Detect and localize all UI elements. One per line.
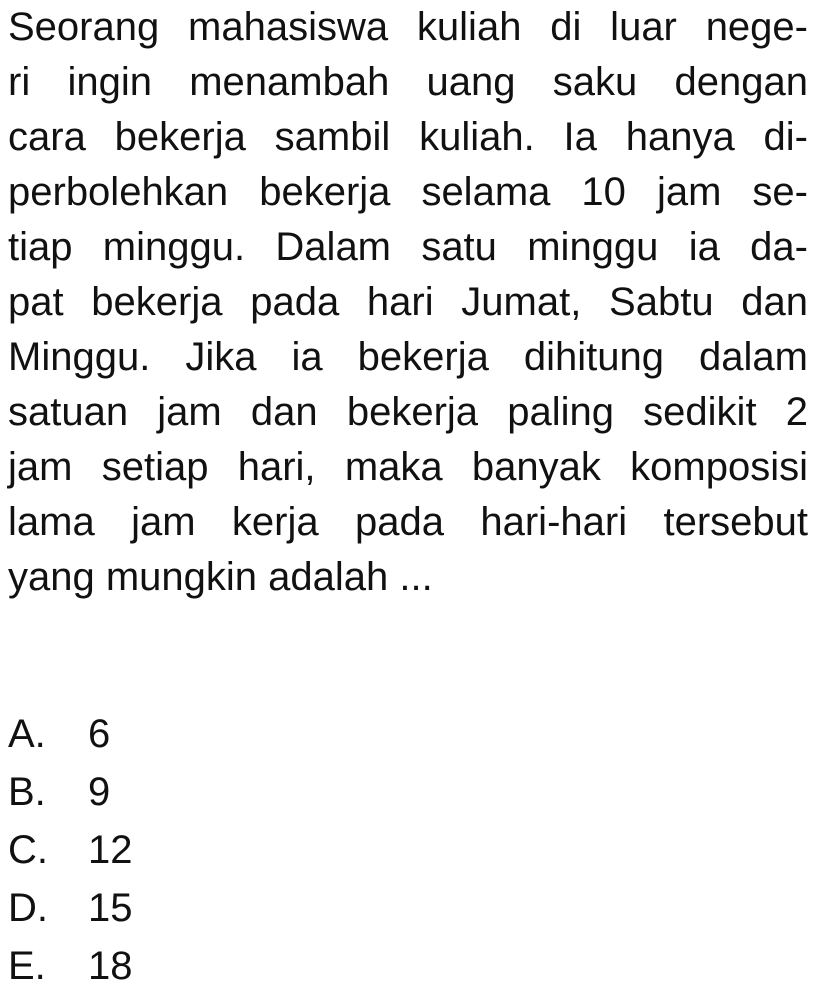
option-a[interactable] [8,705,408,763]
option-letter: E. [8,944,46,988]
question-text [8,0,808,605]
option-letter: A. [8,712,46,756]
option-c[interactable] [8,821,408,879]
question-line: jam setiap hari, maka banyak komposisi [8,445,808,489]
option-letter: C. [8,828,48,872]
option-value: 6 [88,712,111,756]
option-value: 9 [88,770,111,814]
option-value: 18 [88,944,133,988]
answer-options [8,705,408,995]
question-line: pat bekerja pada hari Jumat, Sabtu dan [8,280,808,324]
question-line: lama jam kerja pada hari-hari tersebut [8,500,808,544]
option-b[interactable] [8,763,408,821]
question-line: ri ingin menambah uang saku dengan [8,60,808,104]
option-value: 15 [88,886,133,930]
option-value: 12 [88,828,133,872]
question-line: yang mungkin adalah ... [8,555,433,599]
question-line: Minggu. Jika ia bekerja dihitung dalam [8,335,808,379]
option-letter: B. [8,770,46,814]
question-line: Seorang mahasiswa kuliah di luar nege- [8,5,808,49]
question-line: cara bekerja sambil kuliah. Ia hanya di- [8,115,808,159]
question-line: tiap minggu. Dalam satu minggu ia da- [8,225,808,269]
option-e[interactable] [8,937,408,995]
question-line: satuan jam dan bekerja paling sedikit 2 [8,390,808,434]
option-letter: D. [8,886,48,930]
question-line: perbolehkan bekerja selama 10 jam se- [8,170,808,214]
option-d[interactable] [8,879,408,937]
